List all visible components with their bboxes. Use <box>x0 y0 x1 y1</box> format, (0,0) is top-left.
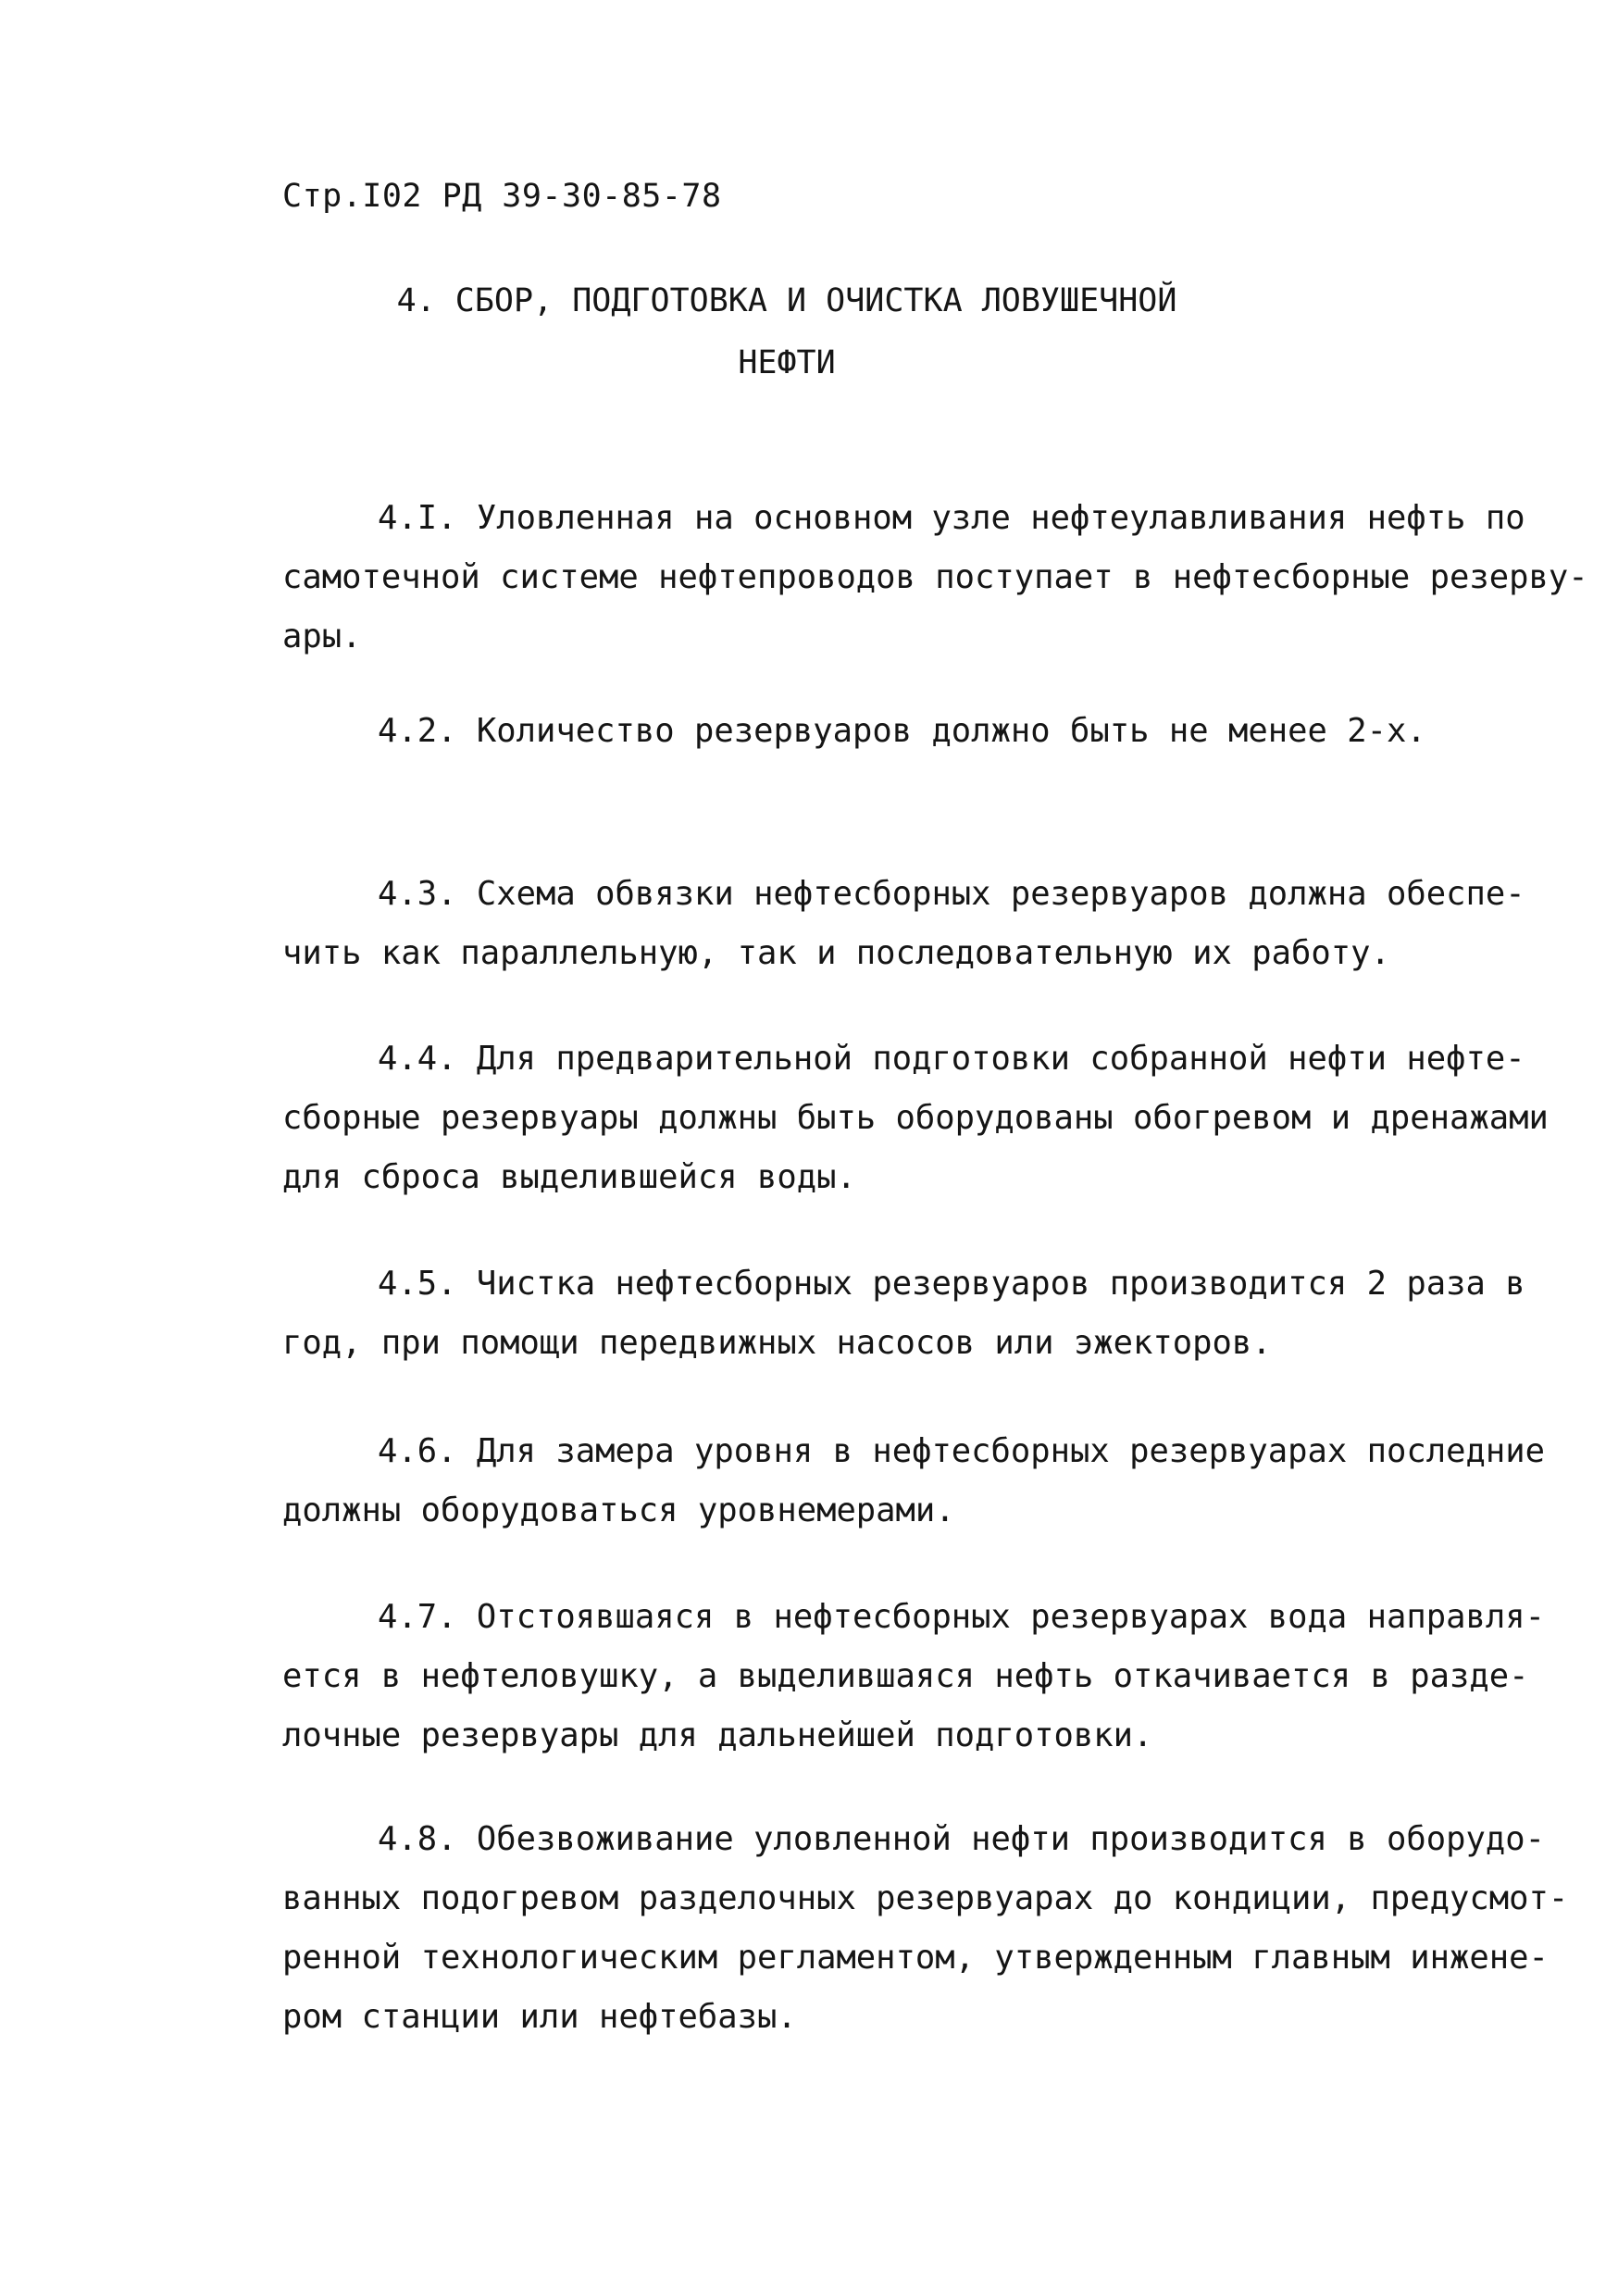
paragraph-line: лочные резервуары для дальнейшей подготовки. <box>282 1716 1153 1754</box>
paragraph-4-2 <box>282 702 1476 761</box>
paragraph-line: 4.2. Количество резервуаров должно быть не менее 2-х. <box>378 712 1426 750</box>
page-header: Стр.I02 РД 39-30-85-78 <box>282 178 722 215</box>
paragraph-4-5 <box>282 1254 1525 1373</box>
paragraph-line: ренной технологическим регламентом, утвержденным главным инжене- <box>282 1939 1549 1977</box>
paragraph-line: самотечной системе нефтепроводов поступает в нефтесборные резерву- <box>282 558 1588 596</box>
paragraph-4-7 <box>282 1588 1545 1766</box>
paragraph-line: 4.5. Чистка нефтесборных резервуаров производится 2 раза в <box>378 1265 1525 1303</box>
paragraph-4-8 <box>282 1810 1569 2047</box>
paragraph-line: должны оборудоваться уровнемерами. <box>282 1491 955 1529</box>
paragraph-line: ется в нефтеловушку, а выделившаяся нефть откачивается в разде- <box>282 1657 1529 1695</box>
paragraph-line: сборные резервуары должны быть оборудованы обогревом и дренажами <box>282 1099 1549 1137</box>
paragraph-4-3 <box>282 865 1525 983</box>
paragraph-line: 4.6. Для замера уровня в нефтесборных резервуарах последние <box>378 1432 1545 1470</box>
paragraph-line: 4.8. Обезвоживание уловленной нефти производится в оборудо- <box>378 1820 1545 1858</box>
paragraph-line: для сброса выделившейся воды. <box>282 1158 856 1196</box>
paragraph-line: чить как параллельную, так и последовательную их работу. <box>282 934 1390 972</box>
section-title-line-1: 4. СБОР, ПОДГОТОВКА И ОЧИСТКА ЛОВУШЕЧНОЙ <box>396 282 1177 319</box>
paragraph-4-4 <box>282 1029 1549 1207</box>
paragraph-4-6 <box>282 1422 1545 1541</box>
paragraph-line: 4.4. Для предварительной подготовки собранной нефти нефте- <box>378 1040 1525 1078</box>
paragraph-4-1 <box>282 489 1588 667</box>
paragraph-line: год, при помощи передвижных насосов или эжекторов. <box>282 1324 1272 1362</box>
paragraph-line: ары. <box>282 618 362 655</box>
section-title-line-2: НЕФТИ <box>738 344 836 381</box>
paragraph-line: 4.7. Отстоявшаяся в нефтесборных резервуарах вода направля- <box>378 1598 1545 1636</box>
paragraph-line: ванных подогревом разделочных резервуарах до кондиции, предусмот- <box>282 1879 1569 1917</box>
paragraph-line: 4.3. Схема обвязки нефтесборных резервуаров должна обеспе- <box>378 875 1525 913</box>
paragraph-line: ром станции или нефтебазы. <box>282 1998 797 2036</box>
paragraph-line: 4.I. Уловленная на основном узле нефтеулавливания нефть по <box>378 499 1525 537</box>
